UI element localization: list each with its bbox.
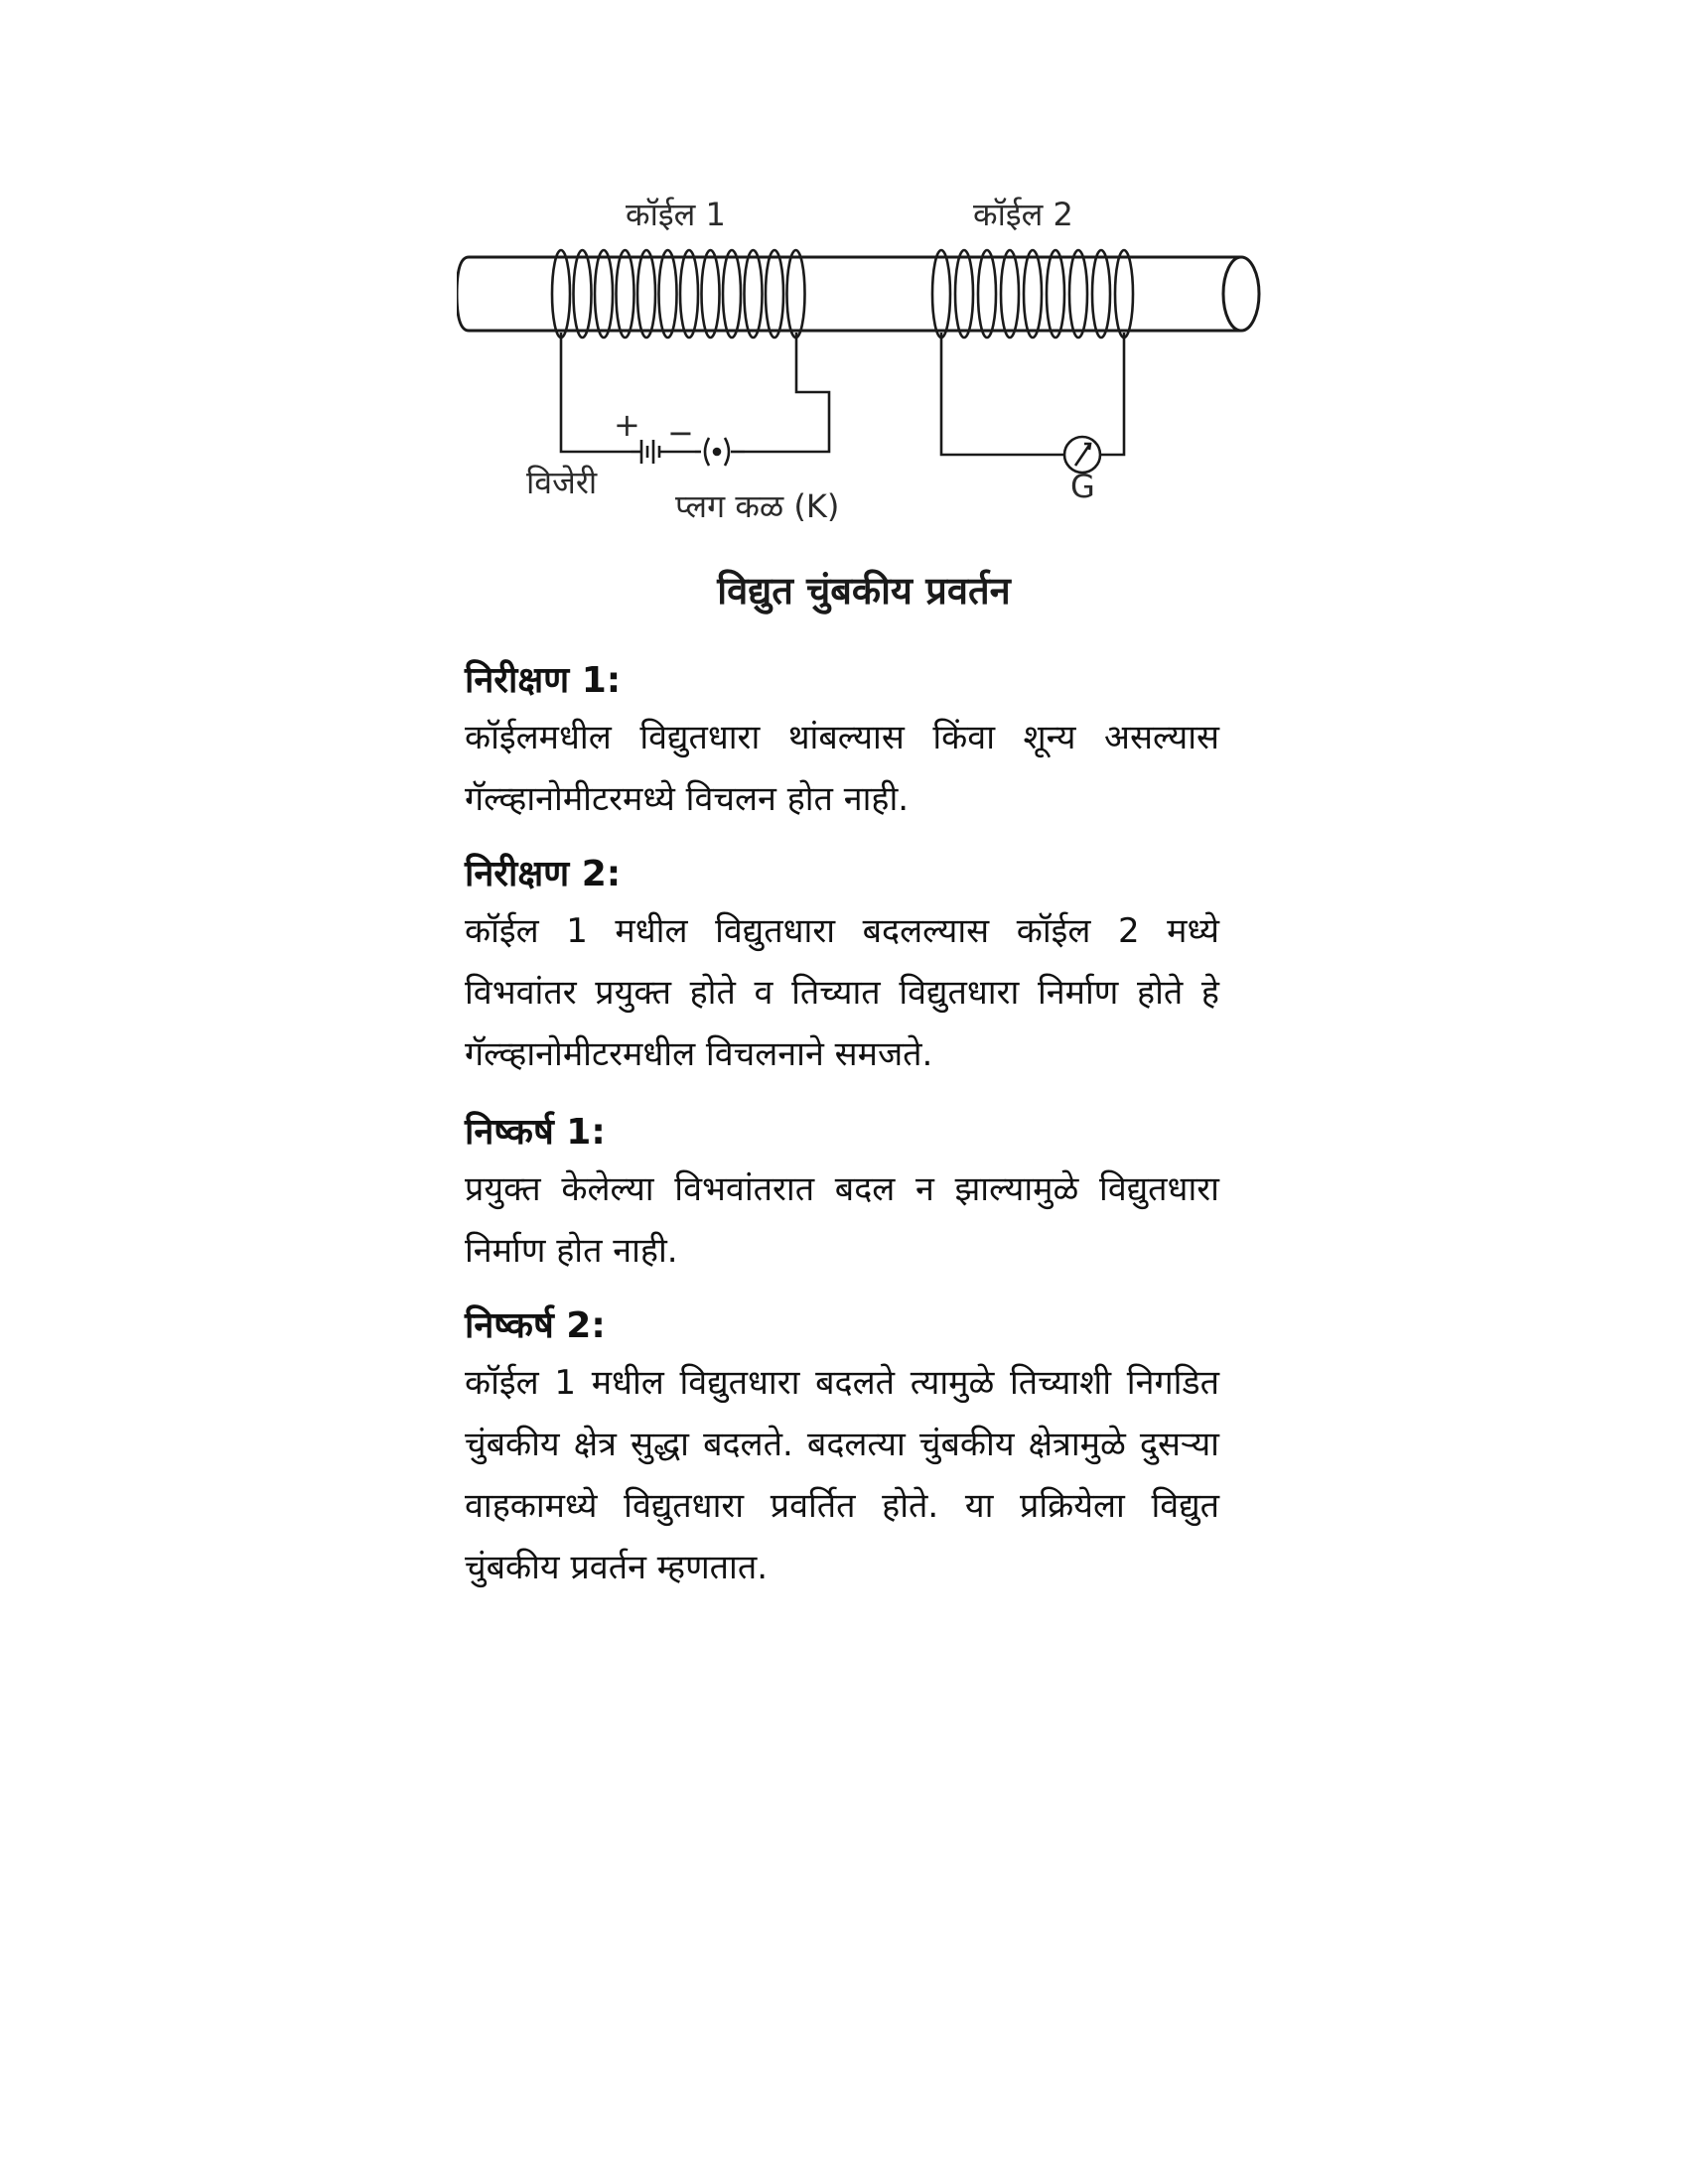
- coil-turn: [680, 250, 698, 338]
- coil-turn: [745, 250, 763, 338]
- conclusion-1: [465, 1107, 1219, 1282]
- coil-turn: [1024, 250, 1042, 338]
- coil-turn: [659, 250, 677, 338]
- galvanometer-label: G: [1070, 468, 1095, 505]
- figure-caption: विद्युत चुंबकीय प्रवर्तन: [717, 569, 1011, 613]
- observation-2: [465, 849, 1219, 1085]
- coil-turn: [1047, 250, 1064, 338]
- plug-key-icon: [695, 438, 745, 466]
- coil-turn: [595, 250, 613, 338]
- section-text: कॉईल 1 मधील विद्युतधारा बदलल्यास कॉईल 2 मध्ये विभवांतर प्रयुक्त होते व तिच्यात विद्युतधारा निर्माण होते हे गॅल्व्हानोमीटरमधील विचलनाने समजते.: [465, 911, 1219, 1074]
- section-text: कॉईल 1 मधील विद्युतधारा बदलते त्यामुळे तिच्याशी निगडित चुंबकीय क्षेत्र सुद्धा बदलते. बदलत्या चुंबकीय क्षेत्रामुळे दुसऱ्या वाहकामध्ये विद्युतधारा प्रवर्तित होते. या प्रक्रियेला विद्युत चुंबकीय प्रवर्तन म्हणतात.: [465, 1363, 1219, 1587]
- electromagnetic-induction-diagram: [457, 194, 1271, 551]
- battery-plus-sign: +: [614, 406, 640, 444]
- plug-key-label: प्लग कळ (K): [675, 487, 840, 525]
- coil-2-label: कॉईल 2: [973, 196, 1073, 233]
- primary-circuit-wires: [561, 333, 829, 452]
- section-heading: निष्कर्ष 2:: [465, 1305, 606, 1346]
- section-text: कॉईलमधील विद्युतधारा थांबल्यास किंवा शून्य असल्यास गॅल्व्हानोमीटरमध्ये विचलन होत नाही.: [465, 718, 1219, 819]
- section-heading: निरीक्षण 2:: [465, 854, 622, 894]
- battery-label: विजेरी: [526, 464, 598, 501]
- observation-1: [465, 655, 1219, 830]
- coil-turn: [1115, 250, 1133, 338]
- iron-rod: [457, 257, 1259, 331]
- coil-turn: [1001, 250, 1019, 338]
- coil-1: [552, 250, 805, 338]
- coil-turn: [955, 250, 973, 338]
- coil-turn: [552, 250, 570, 338]
- coil-2: [932, 250, 1133, 338]
- coil-turn: [1092, 250, 1110, 338]
- coil-turn: [637, 250, 655, 338]
- conclusion-2: [465, 1300, 1219, 1598]
- section-heading: निरीक्षण 1:: [465, 660, 622, 701]
- coil-turn: [932, 250, 950, 338]
- battery-minus-sign: −: [667, 414, 694, 452]
- coil-1-label: कॉईल 1: [626, 196, 726, 233]
- section-heading: निष्कर्ष 1:: [465, 1112, 606, 1153]
- coil-turn: [1069, 250, 1087, 338]
- coil-turn: [766, 250, 783, 338]
- coil-turn: [574, 250, 592, 338]
- section-text: प्रयुक्त केलेल्या विभवांतरात बदल न झाल्यामुळे विद्युतधारा निर्माण होत नाही.: [465, 1169, 1219, 1271]
- coil-turn: [723, 250, 741, 338]
- coil-turn: [787, 250, 805, 338]
- coil-turn: [978, 250, 996, 338]
- coil-turn: [617, 250, 634, 338]
- coil-turn: [702, 250, 720, 338]
- secondary-circuit-wires: [941, 333, 1124, 455]
